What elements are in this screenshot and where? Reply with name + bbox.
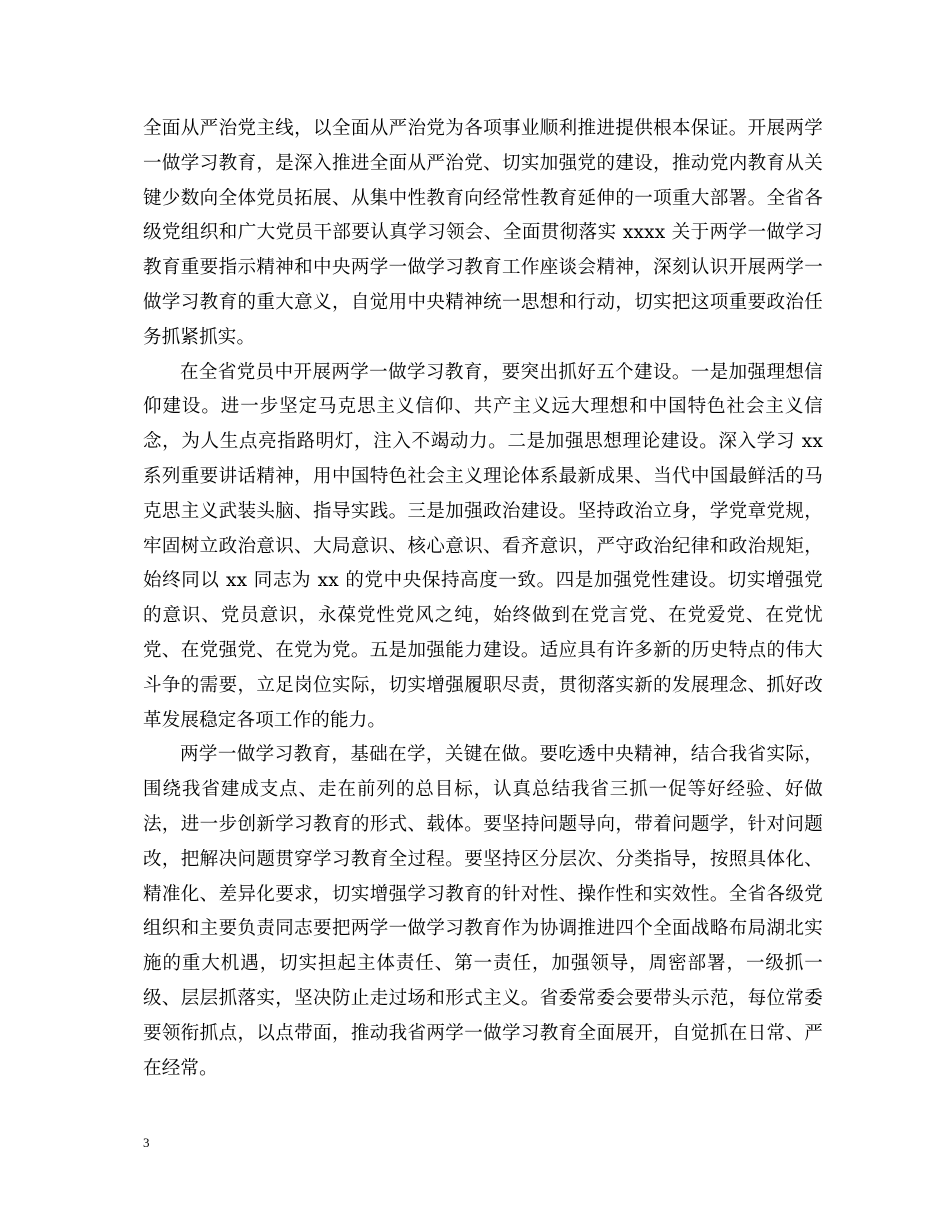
paragraph-1: 全面从严治党主线，以全面从严治党为各项事业顺利推进提供根本保证。开展两学一做学习教育，是深入推进全面从严治党、切实加强党的建设，推动党内教育从关键少数向全体党员拓展、从集中性教育向经常性教育延伸的一项重大部署。全省各级党组织和广大党员干部要认真学习领会、全面贯彻落实 xxxx 关于两学一做学习教育重要指示精神和中央两学一做学习教育工作座谈会精神，深刻认识开展两学一做学习教育的重大意义，自觉用中央精神统一思想和行动，切实把这项重要政治任务抓紧抓实。 [143,118,823,348]
paragraph-3: 两学一做学习教育，基础在学，关键在做。要吃透中央精神，结合我省实际，围绕我省建成支点、走在前列的总目标，认真总结我省三抓一促等好经验、好做法，进一步创新学习教育的形式、载体。要坚持问题导向，带着问题学，针对问题改，把解决问题贯穿学习教育全过程。要坚持区分层次、分类指导，按照具体化、精准化、差异化要求，切实增强学习教育的针对性、操作性和实效性。全省各级党组织和主要负责同志要把两学一做学习教育作为协调推进四个全面战略布局湖北实施的重大机遇，切实担起主体责任、第一责任，加强领导，周密部署，一级抓一级、层层抓落实，坚决防止走过场和形式主义。省委常委会要带头示范，每位常委要领衔抓点，以点带面，推动我省两学一做学习教育全面展开，自觉抓在日常、严在经常。 [143,744,823,1079]
page-number: 3 [143,1135,150,1150]
paragraph-2: 在全省党员中开展两学一做学习教育，要突出抓好五个建设。一是加强理想信仰建设。进一步坚定马克思主义信仰、共产主义远大理想和中国特色社会主义信念，为人生点亮指路明灯，注入不竭动力。二是加强思想理论建设。深入学习 xx 系列重要讲话精神，用中国特色社会主义理论体系最新成果、当代中国最鲜活的马克思主义武装头脑、指导实践。三是加强政治建设。坚持政治立身，学党章党规，牢固树立政治意识、大局意识、核心意识、看齐意识，严守政治纪律和政治规矩，始终同以 xx 同志为 xx 的党中央保持高度一致。四是加强党性建设。切实增强党的意识、党员意识，永葆党性党风之纯，始终做到在党言党、在党爱党、在党忧党、在党强党、在党为党。五是加强能力建设。适应具有许多新的历史特点的伟大斗争的需要，立足岗位实际，切实增强履职尽责，贯彻落实新的发展理念、抓好改革发展稳定各项工作的能力。 [143,361,823,731]
body-text [143,112,823,1086]
